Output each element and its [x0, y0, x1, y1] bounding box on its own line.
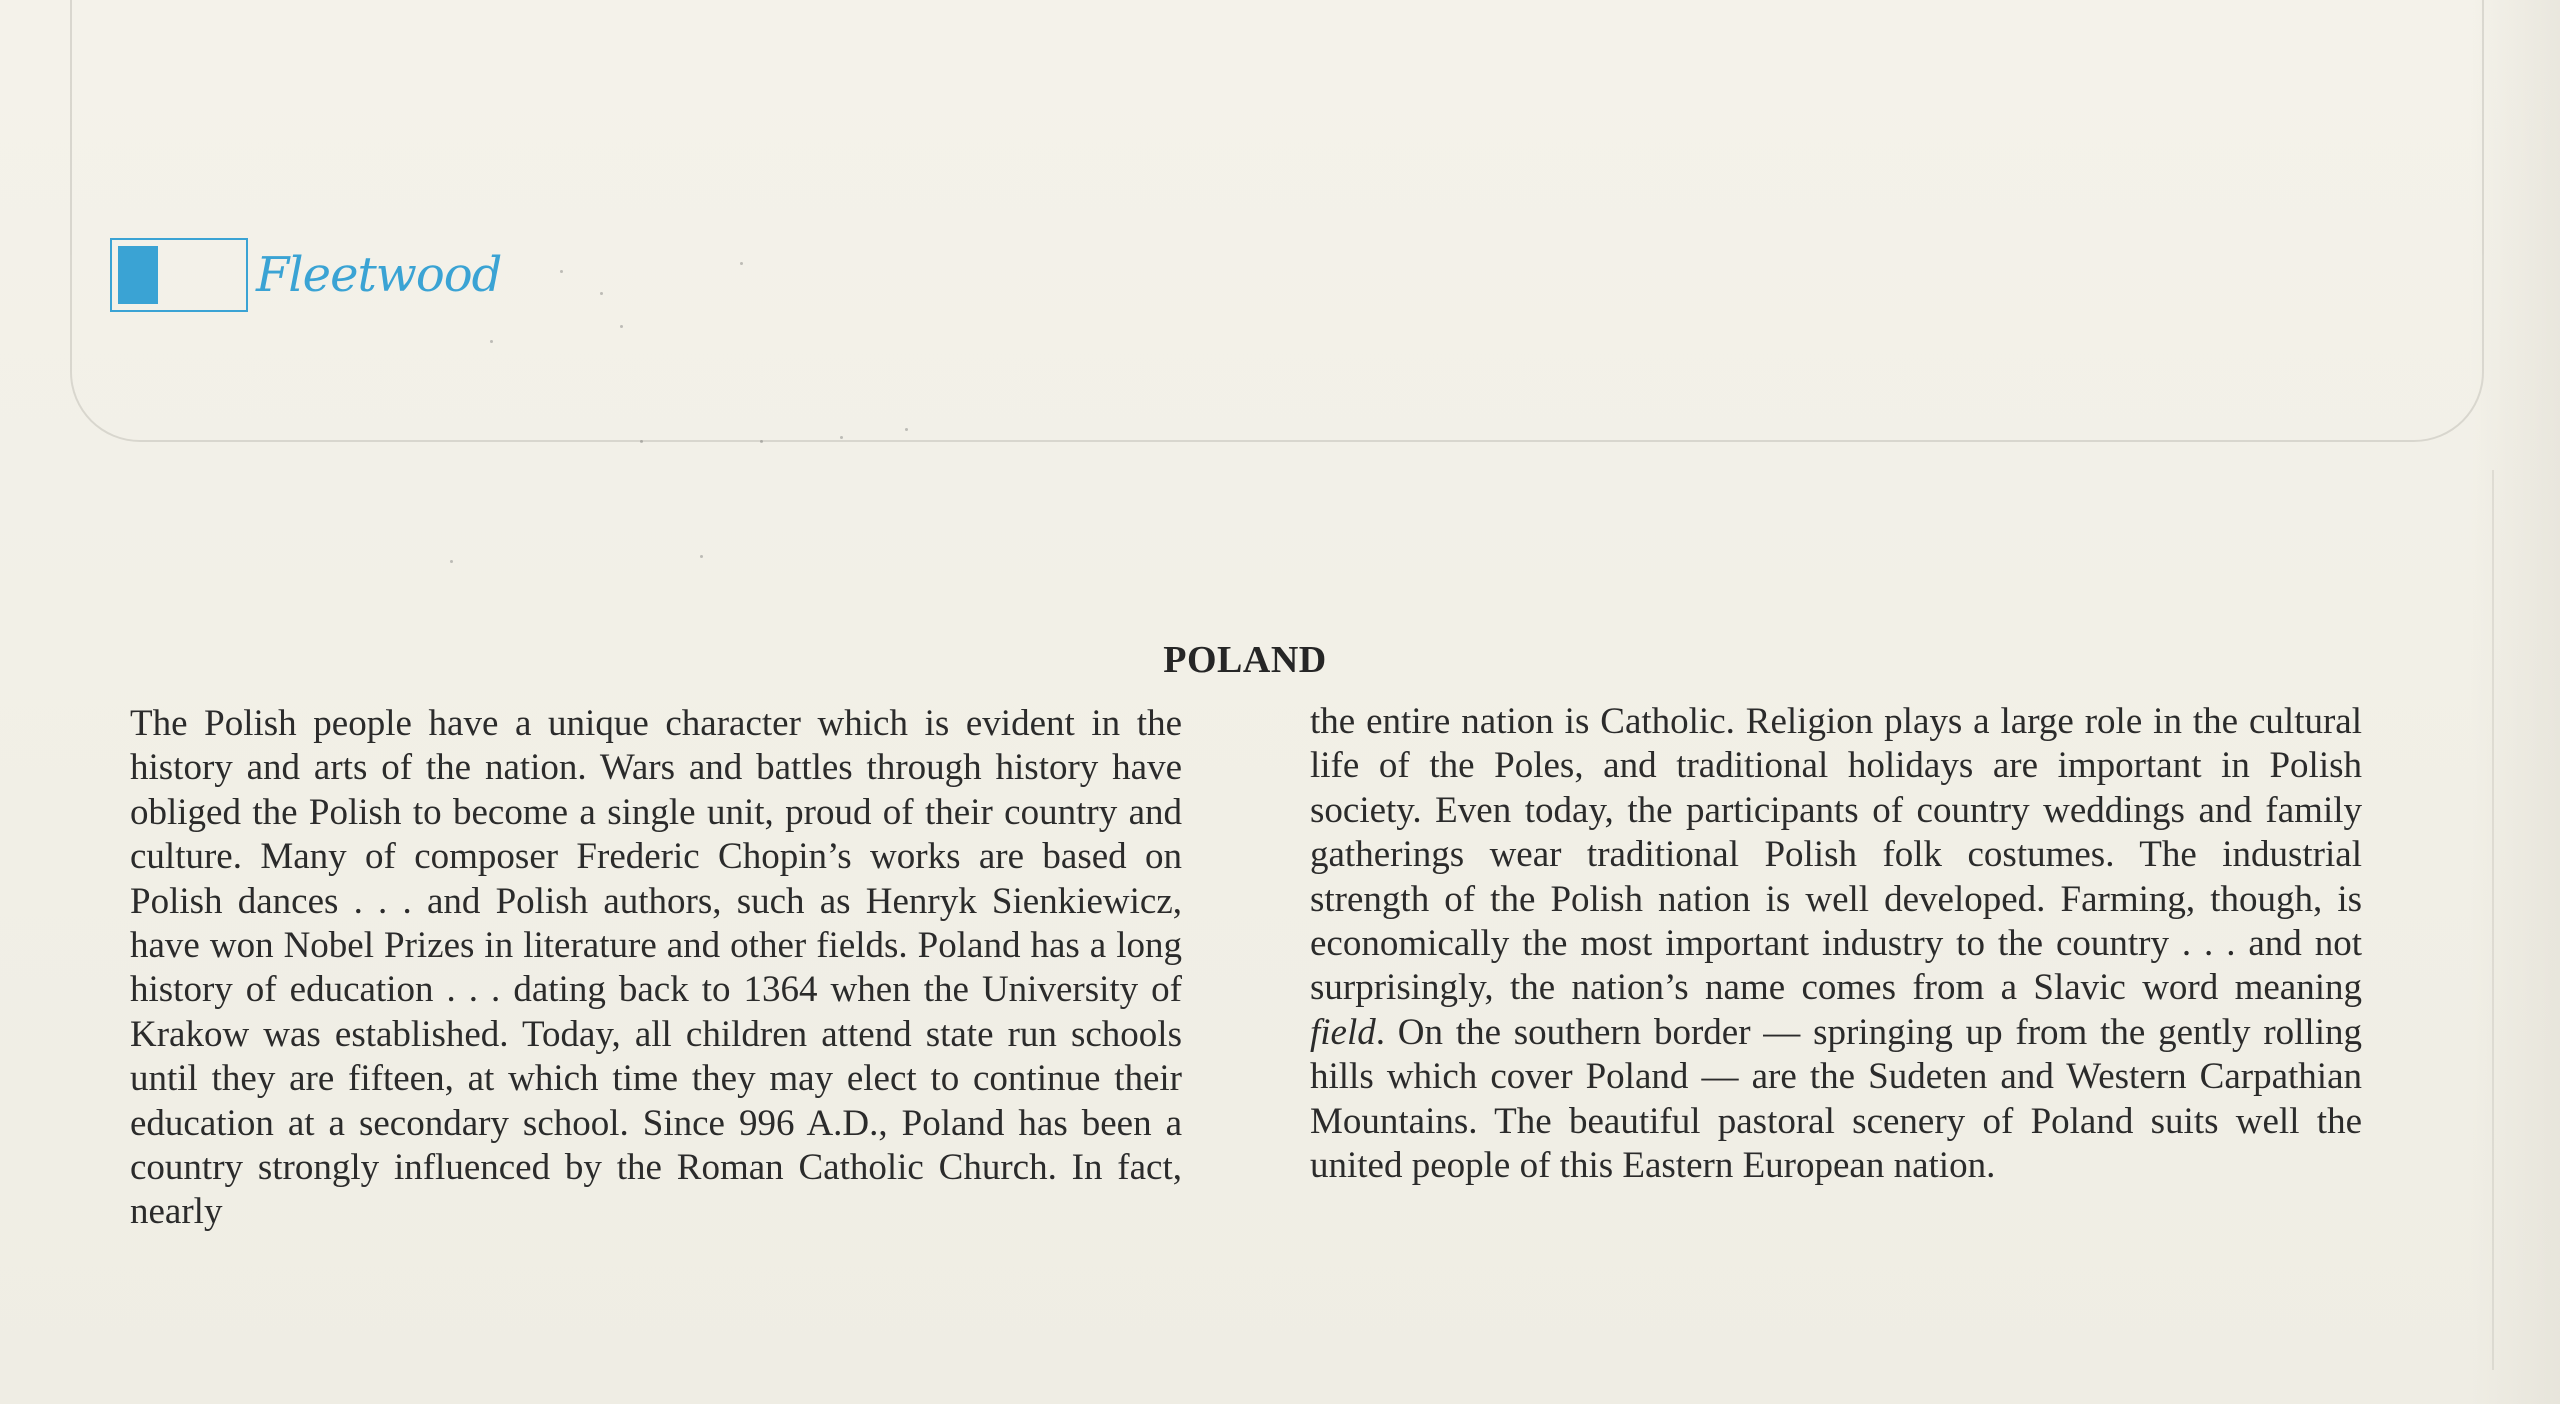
- speck: [840, 436, 843, 439]
- envelope-edge-shadow: [2470, 0, 2560, 1404]
- right-text-part2: . On the southern border — springing up from the gently rolling hills which cover Poland — are the Sudeten and Western Carpathian Mountains. The beautiful pastoral scenery of Poland suits well the united people of this Eastern European nation.: [1310, 1011, 2362, 1187]
- speck: [700, 555, 703, 558]
- text-column-right: [1310, 700, 2362, 1188]
- right-text-emphasis: field: [1310, 1011, 1376, 1053]
- speck: [740, 262, 743, 265]
- fleetwood-logo: [110, 238, 501, 312]
- document-title: POLAND: [1163, 639, 1327, 681]
- speck: [450, 560, 453, 563]
- speck: [640, 440, 643, 443]
- speck: [760, 440, 763, 443]
- speck: [490, 340, 493, 343]
- speck: [620, 325, 623, 328]
- left-text: The Polish people have a unique character which is evident in the history and arts of the nation. Wars and battles through history have obliged the Polish to become a single unit, proud of their country and culture. Many of composer Frederic Chopin’s works are based on Polish dances . . . and Polish authors, such as Henryk Sienkiewicz, have won Nobel Prizes in literature and other fields. Poland has a long history of education . . . dating back to 1364 when the University of Krakow was established. Today, all children attend state run schools until they are fifteen, at which time they may elect to continue their education at a secondary school. Since 996 A.D., Poland has been a country strongly influenced by the Roman Catholic Church. In fact, nearly: [130, 703, 1182, 1233]
- right-text-part1: the entire nation is Catholic. Religion plays a large role in the cultural life of the Poles, and traditional holidays are important in Polish society. Even today, the participants of country weddings and family gatherings wear traditional Polish folk costumes. The industrial strength of the Polish nation is well developed. Farming, though, is economically the most important industry to the country . . . and not surprisingly, the nation’s name comes from a Slavic word meaning: [1310, 701, 2362, 1009]
- speck: [600, 292, 603, 295]
- envelope-flap: [70, 0, 2484, 442]
- speck: [905, 428, 908, 431]
- envelope-crease: [2492, 470, 2494, 1370]
- brand-name: Fleetwood: [256, 247, 502, 303]
- speck: [560, 270, 563, 273]
- fleetwood-square-logo-icon: [110, 238, 248, 312]
- text-column-left: [130, 702, 1182, 1235]
